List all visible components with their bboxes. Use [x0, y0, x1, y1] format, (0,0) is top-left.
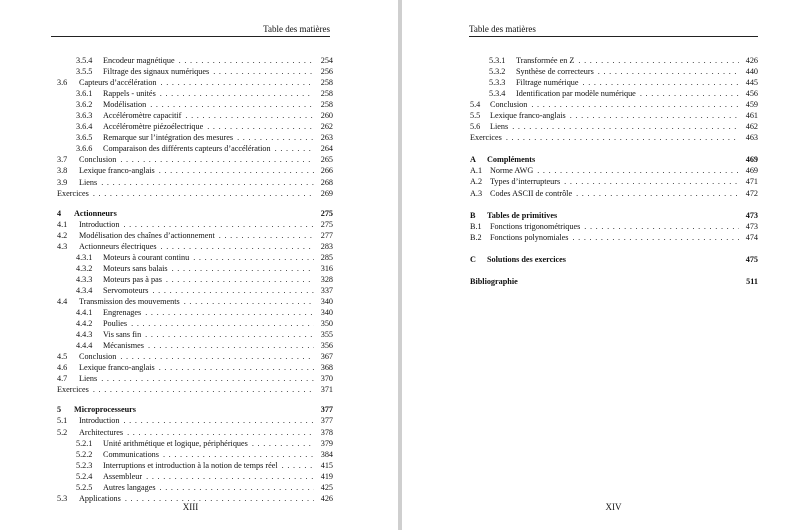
- dot-leader: [145, 307, 314, 318]
- toc-entry[interactable]: [470, 188, 758, 199]
- toc-entry-title: Transformée en Z: [516, 56, 575, 65]
- toc-entry[interactable]: [57, 219, 333, 230]
- toc-entry-page: 254: [320, 56, 333, 65]
- toc-entry-number: A.3: [470, 188, 483, 198]
- dot-leader: [572, 232, 739, 243]
- toc-entry-number: 5.3: [57, 493, 68, 503]
- toc-entry-page: 472: [745, 188, 758, 198]
- toc-entry-page: 269: [320, 188, 333, 198]
- toc-entry-page: 384: [320, 449, 333, 459]
- dot-leader: [282, 460, 314, 471]
- toc-entry-page: 268: [320, 177, 333, 187]
- toc-entry[interactable]: [470, 121, 758, 132]
- toc-entry[interactable]: [57, 307, 333, 318]
- toc-entry-title: Compléments: [487, 155, 536, 165]
- toc-entry[interactable]: [57, 110, 333, 121]
- toc-entry-number: 4.2: [57, 230, 68, 240]
- toc-entry-title: Remarque sur l’intégration des mesures: [103, 133, 234, 143]
- dot-leader: [148, 340, 314, 351]
- toc-entry-page: 356: [320, 341, 333, 351]
- toc-entry-title: Conclusion: [79, 352, 117, 362]
- toc-entry-title: Architectures: [79, 427, 124, 437]
- toc-entry[interactable]: [57, 55, 333, 66]
- dot-leader: [564, 176, 739, 187]
- running-head: Table des matières: [469, 24, 536, 34]
- right-page: [402, 0, 800, 530]
- toc-entry[interactable]: [57, 132, 333, 143]
- toc-entry[interactable]: [57, 415, 333, 426]
- toc-entry[interactable]: [57, 154, 333, 165]
- toc-entry-title: Fonctions polynomiales: [490, 232, 569, 242]
- toc-entry-page: 316: [320, 263, 333, 273]
- toc-entry-title: Moteurs pas à pas: [103, 274, 162, 284]
- toc-entry-title: Tables de primitives: [487, 210, 558, 220]
- toc-entry[interactable]: [57, 329, 333, 340]
- toc-entry[interactable]: [57, 373, 333, 384]
- toc-entry[interactable]: [57, 351, 333, 362]
- toc-entry[interactable]: [57, 427, 333, 438]
- toc-entry[interactable]: [57, 263, 333, 274]
- toc-entry-title: Vis sans fin: [103, 330, 142, 340]
- toc-entry-number: 5.2.4: [76, 471, 93, 481]
- dot-leader: [570, 110, 739, 121]
- toc-entry-page: 328: [320, 274, 333, 284]
- dot-leader: [93, 384, 314, 395]
- toc-entry-title: Conclusion: [490, 100, 528, 110]
- toc-entry-page: 371: [320, 385, 333, 395]
- dot-leader: [640, 88, 739, 99]
- toc-entry-title: Exercices: [57, 385, 89, 395]
- toc-entry-page: 340: [320, 308, 333, 318]
- toc-entry-page: 266: [320, 166, 333, 176]
- dot-leader: [275, 143, 314, 154]
- toc-entry[interactable]: [57, 143, 333, 154]
- toc-entry-page: 379: [320, 438, 333, 448]
- toc-entry-page: 426: [745, 56, 758, 65]
- toc-entry-number: 4.3.4: [76, 285, 93, 295]
- toc-entry-title: Lexique franco-anglais: [79, 166, 155, 176]
- toc-entry-number: 4.4.2: [76, 319, 93, 329]
- toc-entry-page: 277: [320, 230, 333, 240]
- dot-leader: [150, 99, 314, 110]
- toc-entry-number: 3.6.5: [76, 133, 93, 143]
- toc-entry-number: 4: [57, 208, 62, 218]
- toc-list: [470, 55, 758, 287]
- dot-leader: [131, 318, 314, 329]
- toc-entry-number: 3.6: [57, 78, 68, 88]
- dot-leader: [161, 77, 314, 88]
- toc-entry-number: 5.4: [470, 100, 481, 110]
- toc-entry-title: Lexique franco-anglais: [490, 111, 566, 121]
- toc-entry-page: 275: [320, 219, 333, 229]
- toc-entry[interactable]: [470, 66, 758, 77]
- toc-entry-page: 475: [745, 254, 758, 264]
- dot-leader: [213, 66, 314, 77]
- toc-entry-number: 4.3.2: [76, 263, 93, 273]
- toc-entry[interactable]: [57, 77, 333, 88]
- dot-leader: [166, 274, 314, 285]
- toc-entry-page: 456: [745, 89, 758, 99]
- toc-entry-title: Mécanismes: [103, 341, 144, 351]
- toc-entry-title: Fonctions trigonométriques: [490, 221, 581, 231]
- toc-entry-number: 5.3.3: [489, 78, 506, 88]
- toc-entry-title: Actionneurs électriques: [79, 241, 157, 251]
- dot-leader: [207, 121, 314, 132]
- dot-leader: [161, 241, 314, 252]
- toc-entry-title: Introduction: [79, 416, 120, 426]
- toc-entry-page: 462: [745, 122, 758, 132]
- toc-entry-number: 5.3.4: [489, 89, 506, 99]
- toc-entry-page: 426: [320, 493, 333, 503]
- dot-leader: [179, 55, 314, 66]
- toc-entry-title: Moteurs à courant continu: [103, 252, 190, 262]
- dot-leader: [537, 165, 739, 176]
- toc-entry[interactable]: [57, 460, 333, 471]
- toc-entry-title: Engrenages: [103, 308, 142, 318]
- toc-entry-number: B: [470, 210, 476, 220]
- toc-chapter-entry[interactable]: [57, 404, 333, 415]
- toc-chapter-entry[interactable]: [470, 276, 758, 287]
- toc-entry-number: 5.3.2: [489, 67, 506, 77]
- toc-entry-page: 370: [320, 374, 333, 384]
- toc-entry[interactable]: [470, 132, 758, 143]
- dot-leader: [172, 263, 314, 274]
- toc-list: [57, 55, 333, 504]
- dot-leader: [152, 285, 314, 296]
- toc-chapter-entry[interactable]: [57, 208, 333, 219]
- toc-entry[interactable]: [470, 165, 758, 176]
- toc-entry-title: Lexique franco-anglais: [79, 363, 155, 373]
- dot-leader: [185, 110, 314, 121]
- toc-entry-page: 256: [320, 67, 333, 77]
- toc-entry-page: 262: [320, 122, 333, 132]
- toc-entry-number: 3.9: [57, 177, 68, 187]
- toc-entry-number: 5.1: [57, 416, 68, 426]
- toc-entry[interactable]: [57, 177, 333, 188]
- toc-entry-number: 3.6.6: [76, 144, 93, 154]
- toc-entry-number: 4.3: [57, 241, 68, 251]
- toc-entry-number: 3.6.2: [76, 100, 93, 110]
- toc-entry-number: 4.4: [57, 296, 68, 306]
- toc-entry[interactable]: [470, 88, 758, 99]
- toc-entry-title: Exercices: [470, 133, 502, 143]
- page-number: XIII: [182, 502, 199, 512]
- toc-entry-number: 3.6.3: [76, 111, 93, 121]
- toc-entry[interactable]: [57, 362, 333, 373]
- toc-entry-title: Applications: [79, 493, 121, 503]
- toc-entry[interactable]: [470, 232, 758, 243]
- toc-entry[interactable]: [57, 449, 333, 460]
- dot-leader: [145, 329, 314, 340]
- toc-entry-title: Microprocesseurs: [74, 405, 136, 415]
- toc-entry-number: 5: [57, 405, 62, 415]
- toc-entry[interactable]: [57, 471, 333, 482]
- toc-entry-number: 4.4.3: [76, 330, 93, 340]
- toc-entry-title: Actionneurs: [74, 208, 117, 218]
- dot-leader: [193, 252, 314, 263]
- dot-leader: [512, 121, 739, 132]
- header-rule: [51, 36, 330, 37]
- toc-entry-number: B.1: [470, 221, 482, 231]
- toc-entry-page: 473: [745, 210, 758, 220]
- toc-entry-title: Servomoteurs: [103, 285, 149, 295]
- toc-entry-number: 4.6: [57, 363, 68, 373]
- toc-entry-number: 4.5: [57, 352, 68, 362]
- toc-entry-title: Unité arithmétique et logique, périphériques: [103, 438, 248, 448]
- toc-entry-page: 459: [745, 100, 758, 110]
- toc-entry-page: 285: [320, 252, 333, 262]
- toc-entry-page: 440: [745, 67, 758, 77]
- toc-entry-title: Modélisation: [103, 100, 147, 110]
- toc-entry-number: 5.6: [470, 122, 481, 132]
- dot-leader: [123, 415, 314, 426]
- dot-leader: [578, 55, 739, 66]
- toc-entry[interactable]: [57, 482, 333, 493]
- toc-entry-page: 258: [320, 78, 333, 88]
- page-number: XIV: [605, 502, 622, 512]
- toc-chapter-entry[interactable]: [470, 154, 758, 165]
- toc-entry-page: 337: [320, 285, 333, 295]
- toc-entry-title: Norme AWG: [490, 166, 534, 176]
- dot-leader: [584, 221, 739, 232]
- toc-entry[interactable]: [57, 88, 333, 99]
- toc-entry[interactable]: [57, 241, 333, 252]
- dot-leader: [120, 351, 314, 362]
- toc-entry-number: 5.3.1: [489, 56, 506, 65]
- dot-leader: [576, 188, 739, 199]
- toc-entry[interactable]: [57, 66, 333, 77]
- dot-leader: [252, 438, 314, 449]
- toc-entry-page: 260: [320, 111, 333, 121]
- toc-entry[interactable]: [57, 230, 333, 241]
- toc-entry[interactable]: [57, 340, 333, 351]
- dot-leader: [159, 165, 314, 176]
- dot-leader: [159, 362, 314, 373]
- toc-entry-page: 350: [320, 319, 333, 329]
- toc-entry-title: Moteurs sans balais: [103, 263, 168, 273]
- toc-entry-title: Assembleur: [103, 471, 143, 481]
- toc-entry-title: Synthèse de correcteurs: [516, 67, 594, 77]
- toc-entry-title: Comparaison des différents capteurs d’accélération: [103, 144, 271, 154]
- dot-leader: [127, 427, 314, 438]
- toc-entry-page: 340: [320, 296, 333, 306]
- toc-entry[interactable]: [57, 384, 333, 395]
- toc-entry-page: 445: [745, 78, 758, 88]
- toc-entry-page: 461: [745, 111, 758, 121]
- toc-entry-number: 3.5.4: [76, 56, 93, 65]
- toc-entry-page: 419: [320, 471, 333, 481]
- toc-entry-number: 5.2.3: [76, 460, 93, 470]
- toc-entry-title: Filtrage numérique: [516, 78, 579, 88]
- dot-leader: [120, 154, 314, 165]
- toc-entry-number: C: [470, 254, 476, 264]
- toc-entry[interactable]: [470, 55, 758, 66]
- toc-entry[interactable]: [57, 285, 333, 296]
- toc-entry-number: A.2: [470, 177, 483, 187]
- toc-entry-title: Capteurs d’accélération: [79, 78, 157, 88]
- toc-entry-title: Encodeur magnétique: [103, 56, 175, 65]
- toc-entry-page: 415: [320, 460, 333, 470]
- toc-entry-title: Rappels - unités: [103, 89, 156, 99]
- toc-entry-number: 3.5.5: [76, 67, 93, 77]
- toc-entry-title: Modélisation des chaînes d’actionnement: [79, 230, 215, 240]
- dot-leader: [160, 88, 314, 99]
- toc-entry-number: 3.8: [57, 166, 68, 176]
- toc-entry-title: Communications: [103, 449, 159, 459]
- dot-leader: [237, 132, 314, 143]
- toc-entry-number: B.2: [470, 232, 482, 242]
- toc-entry[interactable]: [470, 176, 758, 187]
- toc-entry-number: 5.5: [470, 111, 481, 121]
- toc-entry-number: A.1: [470, 166, 483, 176]
- toc-entry[interactable]: [57, 252, 333, 263]
- toc-entry-page: 473: [745, 221, 758, 231]
- toc-entry-title: Liens: [79, 177, 98, 187]
- running-head: Table des matières: [263, 24, 330, 34]
- toc-entry-title: Accéléromètre capacitif: [103, 111, 182, 121]
- toc-entry[interactable]: [57, 274, 333, 285]
- toc-entry-page: 425: [320, 482, 333, 492]
- header-rule: [469, 36, 758, 37]
- toc-entry-number: 3.6.1: [76, 89, 93, 99]
- toc-entry-number: 4.4.4: [76, 341, 93, 351]
- dot-leader: [163, 449, 314, 460]
- toc-entry-title: Solutions des exercices: [487, 254, 566, 264]
- toc-entry[interactable]: [57, 165, 333, 176]
- toc-entry-title: Interruptions et introduction à la notion de temps réel: [103, 460, 278, 470]
- dot-leader: [219, 230, 314, 241]
- dot-leader: [598, 66, 739, 77]
- toc-entry-page: 463: [745, 133, 758, 143]
- toc-entry[interactable]: [57, 188, 333, 199]
- toc-entry[interactable]: [470, 110, 758, 121]
- toc-entry[interactable]: [57, 438, 333, 449]
- dot-leader: [146, 471, 314, 482]
- toc-entry-title: Exercices: [57, 188, 89, 198]
- toc-entry-page: 377: [320, 416, 333, 426]
- dot-leader: [101, 373, 314, 384]
- toc-entry-number: 5.2.2: [76, 449, 93, 459]
- toc-entry-title: Types d’interrupteurs: [490, 177, 561, 187]
- toc-entry[interactable]: [470, 99, 758, 110]
- toc-entry-page: 258: [320, 100, 333, 110]
- toc-entry-number: 5.2: [57, 427, 68, 437]
- toc-chapter-entry[interactable]: [470, 210, 758, 221]
- toc-entry-number: 4.3.3: [76, 274, 93, 284]
- toc-entry-title: Liens: [490, 122, 509, 132]
- toc-entry-page: 283: [320, 241, 333, 251]
- dot-leader: [506, 132, 739, 143]
- toc-entry-page: 511: [746, 276, 758, 286]
- toc-entry-title: Poulies: [103, 319, 128, 329]
- toc-entry-number: 5.2.1: [76, 438, 93, 448]
- toc-entry-page: 258: [320, 89, 333, 99]
- toc-entry-title: Conclusion: [79, 155, 117, 165]
- toc-entry-number: 4.7: [57, 374, 68, 384]
- toc-entry[interactable]: [470, 221, 758, 232]
- toc-entry[interactable]: [57, 296, 333, 307]
- dot-leader: [101, 177, 314, 188]
- toc-entry-title: Liens: [79, 374, 98, 384]
- toc-entry-number: 5.2.5: [76, 482, 93, 492]
- toc-entry-page: 474: [745, 232, 758, 242]
- dot-leader: [531, 99, 739, 110]
- toc-entry[interactable]: [57, 121, 333, 132]
- toc-entry-title: Codes ASCII de contrôle: [490, 188, 573, 198]
- left-page: [0, 0, 398, 530]
- toc-entry-title: Autres langages: [103, 482, 156, 492]
- toc-entry-number: 4.1: [57, 219, 68, 229]
- toc-entry-title: Identification par modèle numérique: [516, 89, 636, 99]
- toc-entry-page: 378: [320, 427, 333, 437]
- toc-entry-number: 4.4.1: [76, 308, 93, 318]
- toc-entry[interactable]: [57, 318, 333, 329]
- toc-entry-page: 263: [320, 133, 333, 143]
- dot-leader: [583, 77, 739, 88]
- dot-leader: [160, 482, 314, 493]
- toc-entry-page: 469: [745, 155, 758, 165]
- toc-entry[interactable]: [57, 99, 333, 110]
- toc-entry-page: 265: [320, 155, 333, 165]
- dot-leader: [123, 219, 314, 230]
- toc-entry-page: 367: [320, 352, 333, 362]
- toc-entry-page: 368: [320, 363, 333, 373]
- toc-entry-number: 3.7: [57, 155, 68, 165]
- toc-entry-title: Accéléromètre piézoélectrique: [103, 122, 204, 132]
- toc-entry-title: Introduction: [79, 219, 120, 229]
- toc-entry-title: Filtrage des signaux numériques: [103, 67, 210, 77]
- toc-entry-page: 377: [320, 405, 333, 415]
- toc-entry-number: 3.6.4: [76, 122, 93, 132]
- dot-leader: [93, 188, 314, 199]
- toc-entry[interactable]: [470, 77, 758, 88]
- toc-entry-page: 469: [745, 166, 758, 176]
- dot-leader: [184, 296, 314, 307]
- toc-entry-page: 275: [320, 208, 333, 218]
- toc-entry-page: 355: [320, 330, 333, 340]
- toc-entry-page: 471: [745, 177, 758, 187]
- toc-entry-title: Transmission des mouvements: [79, 296, 180, 306]
- toc-entry-page: 264: [320, 144, 333, 154]
- toc-entry-number: A: [470, 155, 476, 165]
- toc-entry-number: 4.3.1: [76, 252, 93, 262]
- toc-entry-title: Bibliographie: [470, 276, 518, 286]
- toc-chapter-entry[interactable]: [470, 254, 758, 265]
